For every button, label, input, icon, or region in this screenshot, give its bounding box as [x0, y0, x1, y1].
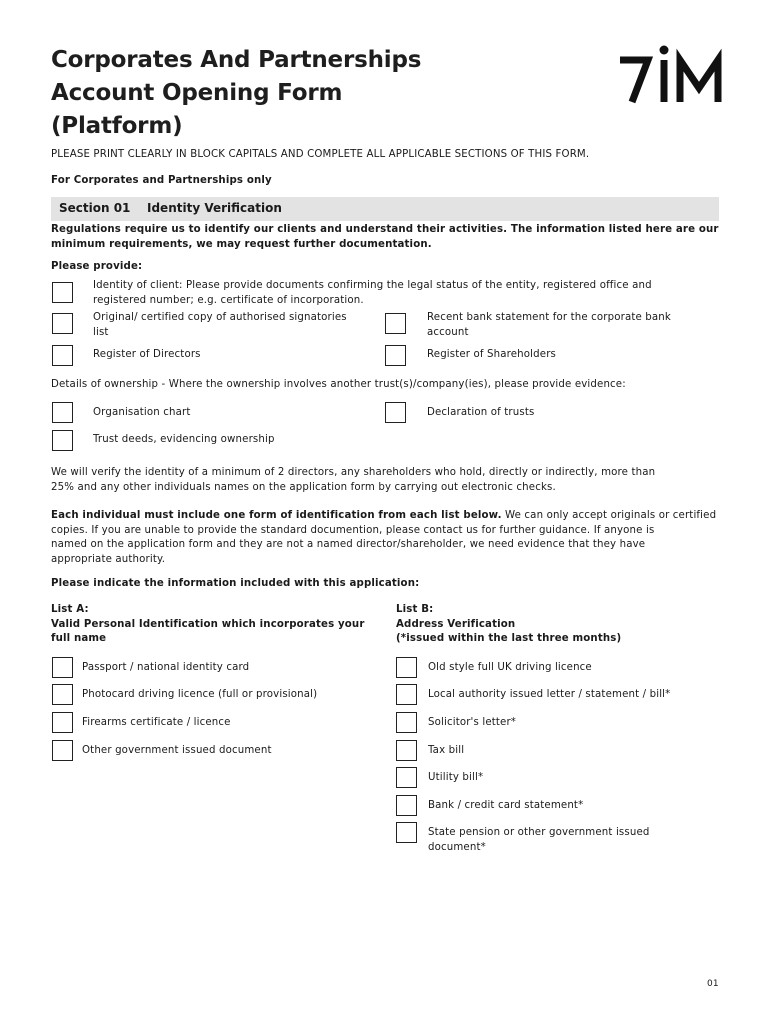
- list-a-heading: [51, 603, 365, 647]
- bank-card-statement-checkbox[interactable]: [396, 795, 417, 816]
- identification-paragraph: [51, 509, 716, 567]
- tax-bill-checkbox[interactable]: [396, 740, 417, 761]
- list-b-item-label: Utility bill*: [428, 772, 484, 783]
- old-style-licence-checkbox[interactable]: [396, 657, 417, 678]
- audience-note: For Corporates and Partnerships only: [51, 175, 272, 186]
- utility-bill-checkbox[interactable]: [396, 767, 417, 788]
- list-b-item-label: Solicitor's letter*: [428, 717, 517, 728]
- declaration-of-trusts-checkbox[interactable]: [385, 402, 406, 423]
- register-of-directors-label: Register of Directors: [93, 349, 201, 360]
- register-of-shareholders-checkbox[interactable]: [385, 345, 406, 366]
- other-government-document-checkbox[interactable]: [52, 740, 73, 761]
- 7im-logo: [618, 44, 728, 106]
- form-title: [51, 44, 481, 143]
- paragraph-rest: We can only accept originals or certified: [501, 510, 717, 521]
- label-line: registered number; e.g. certificate of incorporation.: [93, 294, 364, 306]
- form-title-line-1: Corporates And Partnerships: [51, 47, 422, 73]
- please-provide-label: Please provide:: [51, 261, 143, 272]
- authorised-signatories-checkbox[interactable]: [52, 313, 73, 334]
- paragraph-line: appropriate authority.: [51, 553, 166, 565]
- list-b-heading-line: (*issued within the last three months): [396, 633, 622, 645]
- form-title-line-2: Account Opening Form: [51, 80, 343, 106]
- list-a-heading-line: full name: [51, 633, 107, 645]
- identity-of-client-checkbox[interactable]: [52, 282, 73, 303]
- list-b-item-label: Bank / credit card statement*: [428, 800, 584, 811]
- section-name: Identity Verification: [147, 201, 282, 215]
- list-b-heading-line: List B:: [396, 604, 434, 615]
- trust-deeds-checkbox[interactable]: [52, 430, 73, 451]
- paragraph-line: copies. If you are unable to provide the standard documention, please contact us for further guidance. If anyone is: [51, 524, 655, 536]
- label-line: account: [427, 326, 469, 338]
- firearms-certificate-checkbox[interactable]: [52, 712, 73, 733]
- photocard-licence-checkbox[interactable]: [52, 684, 73, 705]
- solicitors-letter-checkbox[interactable]: [396, 712, 417, 733]
- passport-checkbox[interactable]: [52, 657, 73, 678]
- list-b-item-label: Old style full UK driving licence: [428, 662, 592, 673]
- print-instruction: PLEASE PRINT CLEARLY IN BLOCK CAPITALS AND COMPLETE ALL APPLICABLE SECTIONS OF THIS FORM.: [51, 149, 590, 160]
- paragraph-line: [51, 509, 716, 524]
- label-line: Identity of client: Please provide documents confirming the legal status of the entity, registered office and: [93, 280, 652, 291]
- local-authority-letter-checkbox[interactable]: [396, 684, 417, 705]
- list-a-item-label: Photocard driving licence (full or provisional): [82, 689, 318, 700]
- label-line: document*: [428, 841, 486, 853]
- form-title-line-3: (Platform): [51, 113, 183, 139]
- section-intro: [51, 223, 719, 252]
- section-header: [51, 197, 719, 221]
- state-pension-checkbox[interactable]: [396, 822, 417, 843]
- list-a-item-label: Passport / national identity card: [82, 662, 250, 673]
- indicate-heading: Please indicate the information included with this application:: [51, 578, 420, 589]
- register-of-shareholders-label: Register of Shareholders: [427, 349, 556, 360]
- ownership-details-text: Details of ownership - Where the ownership involves another trust(s)/company(ies), please provide evidence:: [51, 379, 626, 390]
- label-line: Recent bank statement for the corporate bank: [427, 312, 671, 323]
- list-b-item-label: Tax bill: [428, 745, 465, 756]
- page-number: 01: [707, 979, 719, 989]
- paragraph-bold-lead: Each individual must include one form of identification from each list below.: [51, 510, 502, 521]
- list-b-item-label: Local authority issued letter / statement / bill*: [428, 689, 671, 700]
- label-line: Original/ certified copy of authorised signatories: [93, 312, 347, 323]
- register-of-directors-checkbox[interactable]: [52, 345, 73, 366]
- list-b-heading-line: Address Verification: [396, 618, 516, 630]
- verification-paragraph: [51, 466, 655, 495]
- section-number: Section 01: [59, 201, 131, 215]
- bank-statement-label: [427, 311, 671, 340]
- list-a-item-label: Other government issued document: [82, 745, 272, 756]
- organisation-chart-checkbox[interactable]: [52, 402, 73, 423]
- list-a-item-label: Firearms certificate / licence: [82, 717, 231, 728]
- paragraph-line: We will verify the identity of a minimum of 2 directors, any shareholders who hold, directly or indirectly, more than: [51, 467, 656, 478]
- list-a-heading-line: Valid Personal Identification which incorporates your: [51, 618, 365, 630]
- section-intro-line: Regulations require us to identify our clients and understand their activities. The information listed here are our: [51, 224, 719, 235]
- section-intro-line: minimum requirements, we may request further documentation.: [51, 238, 432, 250]
- declaration-of-trusts-label: Declaration of trusts: [427, 407, 535, 418]
- bank-statement-checkbox[interactable]: [385, 313, 406, 334]
- organisation-chart-label: Organisation chart: [93, 407, 191, 418]
- label-line: list: [93, 326, 109, 338]
- authorised-signatories-label: [93, 311, 347, 340]
- list-b-item-label: [428, 826, 649, 855]
- trust-deeds-label: Trust deeds, evidencing ownership: [93, 434, 275, 445]
- list-a-heading-line: List A:: [51, 604, 89, 615]
- paragraph-line: 25% and any other individuals names on the application form by carrying out electronic checks.: [51, 481, 556, 493]
- list-b-heading: [396, 603, 621, 647]
- paragraph-line: named on the application form and they are not a named director/shareholder, we need evidence that they have: [51, 539, 646, 551]
- label-line: State pension or other government issued: [428, 827, 650, 838]
- identity-of-client-label: [93, 279, 652, 308]
